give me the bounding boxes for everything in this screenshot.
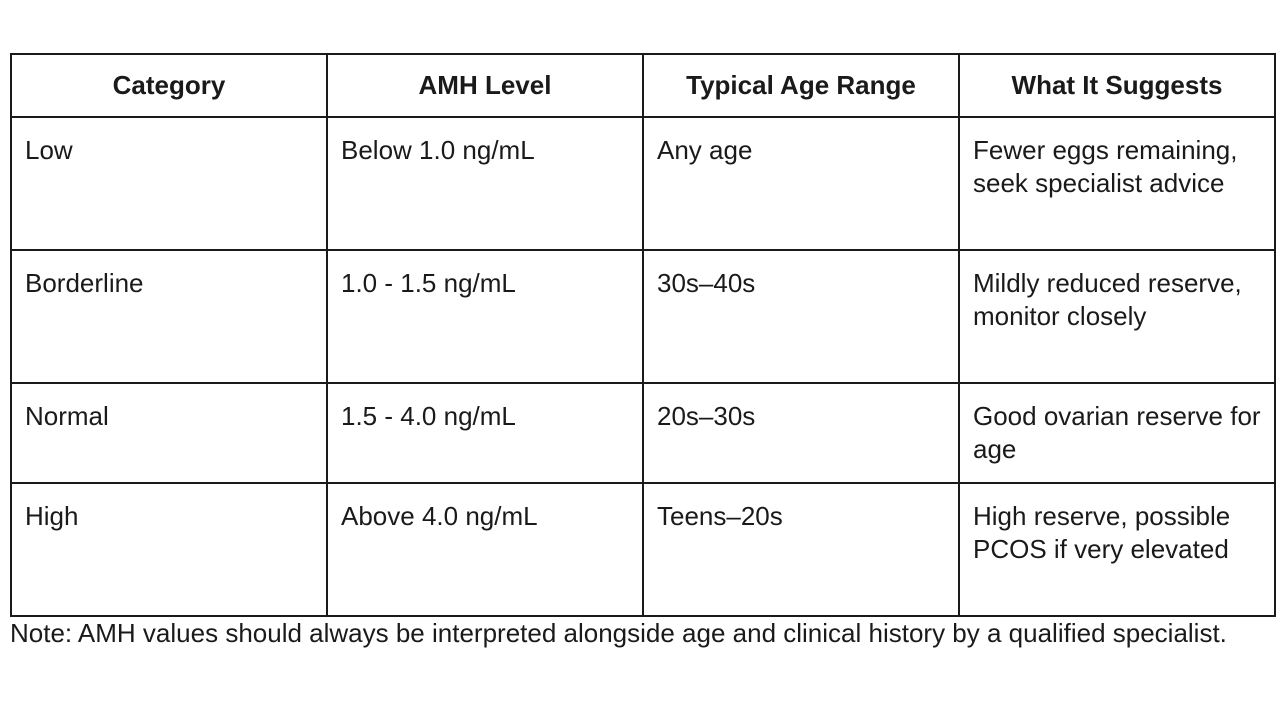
cell-suggestion: Fewer eggs remaining, seek specialist advice — [959, 117, 1275, 250]
cell-age-range: Teens–20s — [643, 483, 959, 616]
cell-category: Borderline — [11, 250, 327, 383]
cell-age-range: 20s–30s — [643, 383, 959, 483]
table-row — [11, 117, 1275, 250]
cell-category: High — [11, 483, 327, 616]
cell-amh-level: 1.0 - 1.5 ng/mL — [327, 250, 643, 383]
table-row — [11, 383, 1275, 483]
header-typical-age-range: Typical Age Range — [643, 54, 959, 117]
table-header-row — [11, 54, 1275, 117]
cell-age-range: 30s–40s — [643, 250, 959, 383]
header-category: Category — [11, 54, 327, 117]
cell-amh-level: Above 4.0 ng/mL — [327, 483, 643, 616]
cell-amh-level: 1.5 - 4.0 ng/mL — [327, 383, 643, 483]
table-row — [11, 250, 1275, 383]
amh-levels-table — [10, 53, 1276, 617]
table-row — [11, 483, 1275, 616]
header-what-it-suggests: What It Suggests — [959, 54, 1275, 117]
cell-suggestion: High reserve, possible PCOS if very elevated — [959, 483, 1275, 616]
cell-amh-level: Below 1.0 ng/mL — [327, 117, 643, 250]
cell-suggestion: Good ovarian reserve for age — [959, 383, 1275, 483]
cell-category: Normal — [11, 383, 327, 483]
header-amh-level: AMH Level — [327, 54, 643, 117]
cell-age-range: Any age — [643, 117, 959, 250]
cell-suggestion: Mildly reduced reserve, monitor closely — [959, 250, 1275, 383]
footnote: Note: AMH values should always be interpreted alongside age and clinical history by a qualified specialist. — [10, 618, 1227, 648]
cell-category: Low — [11, 117, 327, 250]
